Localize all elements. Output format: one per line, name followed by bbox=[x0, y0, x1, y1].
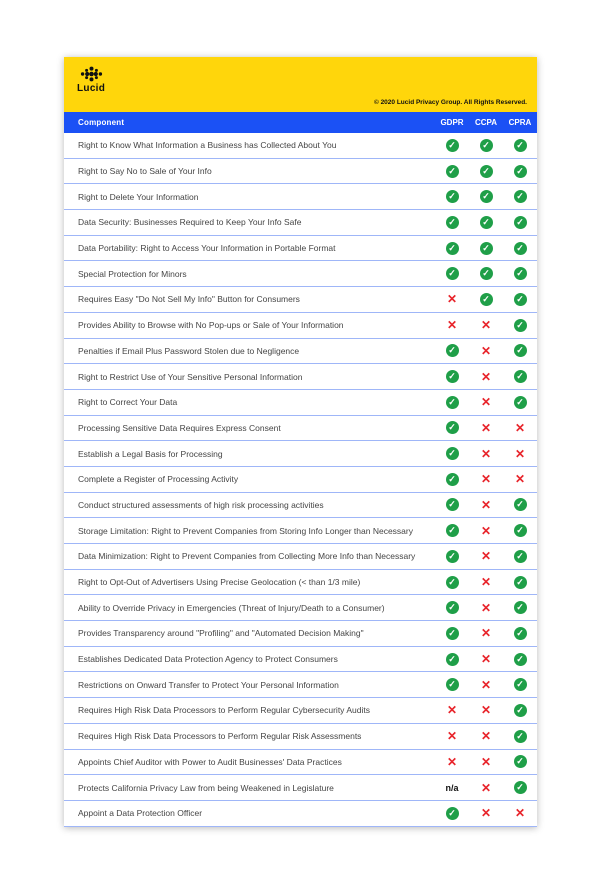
ccpa-status-cell bbox=[469, 422, 503, 434]
cpra-status-cell bbox=[503, 344, 537, 357]
cross-icon: ✕ bbox=[480, 549, 492, 564]
lucid-logo bbox=[77, 66, 105, 94]
gdpr-status-cell bbox=[435, 242, 469, 255]
check-icon: ✓ bbox=[514, 678, 527, 691]
gdpr-status-cell bbox=[435, 396, 469, 409]
table-row bbox=[64, 261, 537, 287]
cross-icon: ✕ bbox=[480, 677, 492, 692]
ccpa-status-cell bbox=[469, 525, 503, 537]
gdpr-status-cell bbox=[435, 653, 469, 666]
column-header-ccpa: CCPA bbox=[474, 118, 498, 127]
gdpr-status-cell bbox=[435, 293, 469, 305]
cpra-status-cell bbox=[503, 216, 537, 229]
cross-icon: ✕ bbox=[446, 292, 458, 307]
cpra-status-cell bbox=[503, 601, 537, 614]
ccpa-status-cell bbox=[469, 550, 503, 562]
cross-icon: ✕ bbox=[480, 652, 492, 667]
gdpr-status-cell bbox=[435, 498, 469, 511]
table-row bbox=[64, 339, 537, 365]
ccpa-status-cell bbox=[469, 319, 503, 331]
table-row bbox=[64, 184, 537, 210]
component-label: Conduct structured assessments of high risk processing activities bbox=[78, 499, 324, 510]
ccpa-status-cell bbox=[469, 499, 503, 511]
cross-icon: ✕ bbox=[446, 318, 458, 333]
component-label: Requires Easy "Do Not Sell My Info" Button for Consumers bbox=[78, 294, 300, 305]
component-label: Data Security: Businesses Required to Keep Your Info Safe bbox=[78, 217, 302, 228]
cross-icon: ✕ bbox=[480, 703, 492, 718]
check-icon: ✓ bbox=[514, 524, 527, 537]
gdpr-status-cell bbox=[435, 730, 469, 742]
ccpa-status-cell bbox=[469, 139, 503, 152]
cpra-status-cell bbox=[503, 139, 537, 152]
cross-icon: ✕ bbox=[514, 806, 526, 821]
cpra-status-cell bbox=[503, 755, 537, 768]
component-label: Right to Correct Your Data bbox=[78, 397, 178, 408]
check-icon: ✓ bbox=[514, 293, 527, 306]
component-label: Right to Know What Information a Business has Collected About You bbox=[78, 140, 337, 151]
component-label: Appoint a Data Protection Officer bbox=[78, 808, 203, 819]
cpra-status-cell bbox=[503, 627, 537, 640]
cross-icon: ✕ bbox=[480, 395, 492, 410]
cross-icon: ✕ bbox=[480, 523, 492, 538]
cpra-status-cell bbox=[503, 498, 537, 511]
component-label: Provides Transparency around "Profiling" and "Automated Decision Making" bbox=[78, 628, 364, 639]
table-row bbox=[64, 750, 537, 776]
ccpa-status-cell bbox=[469, 293, 503, 306]
ccpa-status-cell bbox=[469, 267, 503, 280]
table-row bbox=[64, 595, 537, 621]
check-icon: ✓ bbox=[446, 165, 459, 178]
ccpa-status-cell bbox=[469, 216, 503, 229]
ccpa-status-cell bbox=[469, 704, 503, 716]
gdpr-status-cell bbox=[435, 216, 469, 229]
check-icon: ✓ bbox=[514, 165, 527, 178]
gdpr-status-cell bbox=[435, 678, 469, 691]
component-label: Data Minimization: Right to Prevent Companies from Collecting More Info than Necessary bbox=[78, 551, 416, 562]
check-icon: ✓ bbox=[446, 627, 459, 640]
check-icon: ✓ bbox=[446, 524, 459, 537]
cross-icon: ✕ bbox=[480, 343, 492, 358]
cpra-status-cell bbox=[503, 190, 537, 203]
gdpr-status-cell bbox=[435, 576, 469, 589]
check-icon: ✓ bbox=[514, 216, 527, 229]
ccpa-status-cell bbox=[469, 730, 503, 742]
check-icon: ✓ bbox=[514, 498, 527, 511]
cross-icon: ✕ bbox=[480, 420, 492, 435]
check-icon: ✓ bbox=[446, 139, 459, 152]
cpra-status-cell bbox=[503, 678, 537, 691]
cpra-status-cell bbox=[503, 781, 537, 794]
cpra-status-cell bbox=[503, 807, 537, 819]
table-row bbox=[64, 544, 537, 570]
check-icon: ✓ bbox=[514, 730, 527, 743]
table-row bbox=[64, 313, 537, 339]
gdpr-status-cell bbox=[435, 447, 469, 460]
ccpa-status-cell bbox=[469, 242, 503, 255]
component-label: Establishes Dedicated Data Protection Agency to Protect Consumers bbox=[78, 654, 338, 665]
cross-icon: ✕ bbox=[480, 446, 492, 461]
cpra-status-cell bbox=[503, 653, 537, 666]
check-icon: ✓ bbox=[480, 165, 493, 178]
ccpa-status-cell bbox=[469, 653, 503, 665]
check-icon: ✓ bbox=[514, 627, 527, 640]
table-row bbox=[64, 210, 537, 236]
check-icon: ✓ bbox=[446, 421, 459, 434]
check-icon: ✓ bbox=[480, 139, 493, 152]
gdpr-status-cell bbox=[435, 704, 469, 716]
check-icon: ✓ bbox=[446, 242, 459, 255]
cross-icon: ✕ bbox=[480, 318, 492, 333]
cross-icon: ✕ bbox=[480, 806, 492, 821]
check-icon: ✓ bbox=[446, 653, 459, 666]
component-label: Protects California Privacy Law from being Weakened in Legislature bbox=[78, 782, 334, 793]
check-icon: ✓ bbox=[446, 216, 459, 229]
cpra-status-cell bbox=[503, 267, 537, 280]
table-row bbox=[64, 698, 537, 724]
component-label: Requires High Risk Data Processors to Perform Regular Risk Assessments bbox=[78, 731, 362, 742]
gdpr-status-cell bbox=[435, 190, 469, 203]
gdpr-status-cell bbox=[435, 319, 469, 331]
gdpr-status-cell bbox=[435, 421, 469, 434]
table-row bbox=[64, 416, 537, 442]
cross-icon: ✕ bbox=[480, 575, 492, 590]
table-body bbox=[64, 133, 537, 827]
cpra-status-cell bbox=[503, 448, 537, 460]
ccpa-status-cell bbox=[469, 345, 503, 357]
cross-icon: ✕ bbox=[480, 729, 492, 744]
cross-icon: ✕ bbox=[446, 729, 458, 744]
check-icon: ✓ bbox=[514, 396, 527, 409]
cross-icon: ✕ bbox=[514, 472, 526, 487]
check-icon: ✓ bbox=[446, 370, 459, 383]
gdpr-status-cell bbox=[435, 601, 469, 614]
component-label: Right to Opt-Out of Advertisers Using Precise Geolocation (< than 1/3 mile) bbox=[78, 577, 361, 588]
ccpa-status-cell bbox=[469, 396, 503, 408]
column-header-gdpr: GDPR bbox=[440, 118, 464, 127]
check-icon: ✓ bbox=[446, 601, 459, 614]
cpra-status-cell bbox=[503, 576, 537, 589]
component-label: Special Protection for Minors bbox=[78, 268, 187, 279]
check-icon: ✓ bbox=[480, 190, 493, 203]
check-icon: ✓ bbox=[446, 344, 459, 357]
comparison-card bbox=[64, 57, 537, 827]
table-row bbox=[64, 287, 537, 313]
component-label: Ability to Override Privacy in Emergencies (Threat of Injury/Death to a Consumer) bbox=[78, 602, 385, 613]
header-band bbox=[64, 57, 537, 112]
lucid-logo-text: Lucid bbox=[77, 83, 106, 94]
table-row bbox=[64, 364, 537, 390]
check-icon: ✓ bbox=[514, 242, 527, 255]
ccpa-status-cell bbox=[469, 679, 503, 691]
table-row bbox=[64, 467, 537, 493]
check-icon: ✓ bbox=[514, 755, 527, 768]
check-icon: ✓ bbox=[514, 139, 527, 152]
component-label: Right to Delete Your Information bbox=[78, 191, 199, 202]
cross-icon: ✕ bbox=[480, 600, 492, 615]
cpra-status-cell bbox=[503, 730, 537, 743]
check-icon: ✓ bbox=[480, 267, 493, 280]
gdpr-status-cell bbox=[435, 550, 469, 563]
component-label: Complete a Register of Processing Activity bbox=[78, 474, 239, 485]
cross-icon: ✕ bbox=[480, 472, 492, 487]
check-icon: ✓ bbox=[446, 550, 459, 563]
gdpr-status-cell bbox=[435, 473, 469, 486]
check-icon: ✓ bbox=[480, 242, 493, 255]
check-icon: ✓ bbox=[514, 344, 527, 357]
ccpa-status-cell bbox=[469, 371, 503, 383]
check-icon: ✓ bbox=[446, 267, 459, 280]
table-row bbox=[64, 390, 537, 416]
check-icon: ✓ bbox=[514, 267, 527, 280]
cross-icon: ✕ bbox=[480, 497, 492, 512]
check-icon: ✓ bbox=[446, 678, 459, 691]
cpra-status-cell bbox=[503, 422, 537, 434]
ccpa-status-cell bbox=[469, 756, 503, 768]
gdpr-status-cell bbox=[435, 267, 469, 280]
component-label: Processing Sensitive Data Requires Express Consent bbox=[78, 422, 281, 433]
check-icon: ✓ bbox=[514, 370, 527, 383]
ccpa-status-cell bbox=[469, 576, 503, 588]
ccpa-status-cell bbox=[469, 807, 503, 819]
component-label: Right to Say No to Sale of Your Info bbox=[78, 166, 212, 177]
cpra-status-cell bbox=[503, 550, 537, 563]
check-icon: ✓ bbox=[480, 293, 493, 306]
ccpa-status-cell bbox=[469, 165, 503, 178]
cpra-status-cell bbox=[503, 293, 537, 306]
cpra-status-cell bbox=[503, 319, 537, 332]
table-row bbox=[64, 724, 537, 750]
gdpr-status-cell bbox=[435, 627, 469, 640]
cpra-status-cell bbox=[503, 165, 537, 178]
gdpr-status-cell bbox=[435, 756, 469, 768]
ccpa-status-cell bbox=[469, 602, 503, 614]
component-label: Provides Ability to Browse with No Pop-ups or Sale of Your Information bbox=[78, 320, 344, 331]
na-text: n/a bbox=[445, 782, 459, 793]
check-icon: ✓ bbox=[514, 653, 527, 666]
gdpr-status-cell bbox=[435, 807, 469, 820]
check-icon: ✓ bbox=[446, 807, 459, 820]
table-row bbox=[64, 647, 537, 673]
check-icon: ✓ bbox=[446, 396, 459, 409]
check-icon: ✓ bbox=[514, 601, 527, 614]
cpra-status-cell bbox=[503, 370, 537, 383]
table-row bbox=[64, 775, 537, 801]
column-header-component: Component bbox=[78, 118, 125, 127]
component-label: Storage Limitation: Right to Prevent Companies from Storing Info Longer than Necessary bbox=[78, 525, 413, 536]
check-icon: ✓ bbox=[514, 576, 527, 589]
table-row bbox=[64, 441, 537, 467]
table-row bbox=[64, 518, 537, 544]
cpra-status-cell bbox=[503, 473, 537, 485]
table-row bbox=[64, 133, 537, 159]
component-label: Requires High Risk Data Processors to Perform Regular Cybersecurity Audits bbox=[78, 705, 370, 716]
check-icon: ✓ bbox=[514, 319, 527, 332]
gdpr-status-cell bbox=[435, 783, 469, 793]
table-row bbox=[64, 801, 537, 827]
table-row bbox=[64, 621, 537, 647]
gdpr-status-cell bbox=[435, 165, 469, 178]
check-icon: ✓ bbox=[514, 781, 527, 794]
cpra-status-cell bbox=[503, 704, 537, 717]
ccpa-status-cell bbox=[469, 627, 503, 639]
check-icon: ✓ bbox=[480, 216, 493, 229]
component-label: Restrictions on Onward Transfer to Protect Your Personal Information bbox=[78, 679, 339, 690]
check-icon: ✓ bbox=[446, 498, 459, 511]
cross-icon: ✕ bbox=[480, 369, 492, 384]
column-header-cpra: CPRA bbox=[508, 118, 532, 127]
table-row bbox=[64, 493, 537, 519]
cross-icon: ✕ bbox=[514, 446, 526, 461]
table-row bbox=[64, 672, 537, 698]
table-row bbox=[64, 236, 537, 262]
cross-icon: ✕ bbox=[446, 703, 458, 718]
component-label: Data Portability: Right to Access Your Information in Portable Format bbox=[78, 243, 336, 254]
check-icon: ✓ bbox=[446, 576, 459, 589]
check-icon: ✓ bbox=[514, 704, 527, 717]
cpra-status-cell bbox=[503, 242, 537, 255]
check-icon: ✓ bbox=[446, 473, 459, 486]
check-icon: ✓ bbox=[514, 550, 527, 563]
ccpa-status-cell bbox=[469, 190, 503, 203]
cpra-status-cell bbox=[503, 524, 537, 537]
cpra-status-cell bbox=[503, 396, 537, 409]
lucid-logo-dots-icon bbox=[78, 66, 105, 82]
check-icon: ✓ bbox=[446, 447, 459, 460]
component-label: Penalties if Email Plus Password Stolen due to Negligence bbox=[78, 345, 300, 356]
check-icon: ✓ bbox=[446, 190, 459, 203]
copyright-text: © 2020 Lucid Privacy Group. All Rights Reserved. bbox=[373, 99, 527, 106]
gdpr-status-cell bbox=[435, 139, 469, 152]
table-header bbox=[64, 112, 537, 133]
cross-icon: ✕ bbox=[514, 420, 526, 435]
component-label: Appoints Chief Auditor with Power to Audit Businesses' Data Practices bbox=[78, 756, 342, 767]
gdpr-status-cell bbox=[435, 344, 469, 357]
table-row bbox=[64, 570, 537, 596]
cross-icon: ✕ bbox=[480, 626, 492, 641]
ccpa-status-cell bbox=[469, 448, 503, 460]
table-row bbox=[64, 159, 537, 185]
gdpr-status-cell bbox=[435, 524, 469, 537]
cross-icon: ✕ bbox=[480, 780, 492, 795]
ccpa-status-cell bbox=[469, 473, 503, 485]
check-icon: ✓ bbox=[514, 190, 527, 203]
cross-icon: ✕ bbox=[446, 754, 458, 769]
gdpr-status-cell bbox=[435, 370, 469, 383]
cross-icon: ✕ bbox=[480, 754, 492, 769]
component-label: Establish a Legal Basis for Processing bbox=[78, 448, 223, 459]
component-label: Right to Restrict Use of Your Sensitive Personal Information bbox=[78, 371, 303, 382]
ccpa-status-cell bbox=[469, 782, 503, 794]
